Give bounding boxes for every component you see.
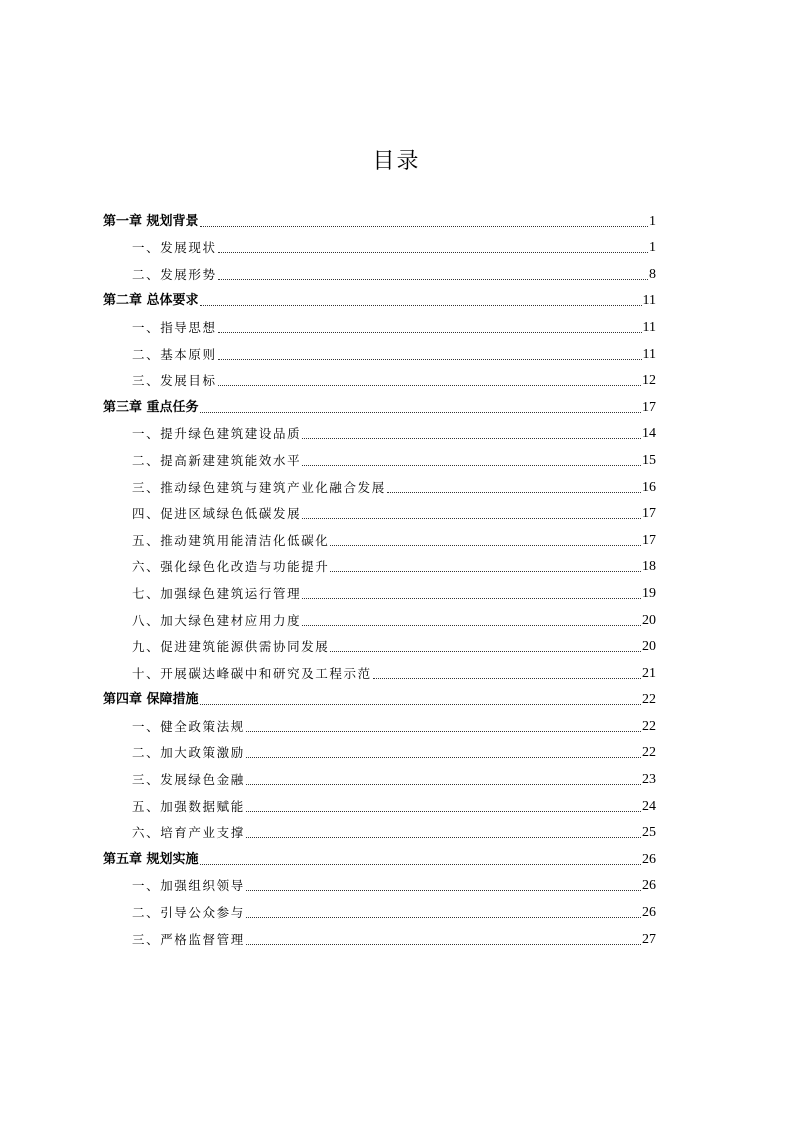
toc-entry-label: 三、发展绿色金融 (132, 772, 245, 788)
toc-section-entry[interactable] (103, 523, 656, 550)
toc-dot-leader (246, 756, 641, 758)
toc-page-number: 19 (642, 585, 656, 601)
toc-chapter-entry[interactable] (103, 842, 656, 869)
toc-entry-label: 三、严格监督管理 (132, 931, 245, 947)
toc-page-number: 23 (642, 772, 656, 788)
toc-dot-leader (330, 650, 641, 652)
toc-section-entry[interactable] (103, 895, 656, 922)
toc-entry-label: 二、加大政策激励 (132, 745, 245, 761)
toc-dot-leader (200, 304, 642, 306)
toc-entry-label: 十、开展碳达峰碳中和研究及工程示范 (132, 665, 372, 681)
toc-page-number: 21 (642, 665, 656, 681)
toc-section-entry[interactable] (103, 497, 656, 524)
toc-section-entry[interactable] (103, 789, 656, 816)
toc-page-number: 11 (642, 346, 656, 362)
toc-section-entry[interactable] (103, 257, 656, 284)
toc-entry-label: 四、促进区域绿色低碳发展 (132, 506, 302, 522)
toc-dot-leader (246, 783, 641, 785)
toc-section-entry[interactable] (103, 869, 656, 896)
toc-dot-leader (200, 863, 641, 865)
toc-dot-leader (218, 358, 642, 360)
toc-page-number: 26 (642, 878, 656, 894)
toc-page-number: 14 (642, 426, 656, 442)
toc-page-number: 26 (642, 851, 656, 867)
toc-page-number: 17 (642, 506, 656, 522)
toc-entry-label: 七、加强绿色建筑运行管理 (132, 585, 302, 601)
toc-section-entry[interactable] (103, 630, 656, 657)
toc-page-number: 26 (642, 905, 656, 921)
toc-page-number: 22 (642, 745, 656, 761)
toc-dot-leader (373, 677, 641, 679)
toc-dot-leader (218, 251, 648, 253)
toc-dot-leader (200, 703, 641, 705)
toc-dot-leader (302, 464, 641, 466)
toc-entry-label: 一、发展现状 (132, 240, 217, 256)
toc-page-number: 20 (642, 639, 656, 655)
toc-dot-leader (246, 943, 641, 945)
toc-dot-leader (246, 889, 641, 891)
toc-page-number: 17 (642, 532, 656, 548)
toc-section-entry[interactable] (103, 816, 656, 843)
toc-chapter-entry[interactable] (103, 683, 656, 710)
toc-section-entry[interactable] (103, 656, 656, 683)
toc-entry-label: 八、加大绿色建材应用力度 (132, 612, 302, 628)
toc-entry-label: 二、发展形势 (132, 266, 217, 282)
table-of-contents (103, 204, 656, 949)
toc-entry-label: 五、推动建筑用能清洁化低碳化 (132, 532, 330, 548)
toc-dot-leader (200, 411, 641, 413)
toc-section-entry[interactable] (103, 603, 656, 630)
toc-dot-leader (330, 544, 641, 546)
toc-section-entry[interactable] (103, 364, 656, 391)
toc-entry-label: 五、加强数据赋能 (132, 798, 245, 814)
toc-page-number: 11 (642, 293, 656, 309)
toc-entry-label: 六、培育产业支撑 (132, 825, 245, 841)
toc-dot-leader (200, 225, 648, 227)
toc-page-number: 8 (649, 266, 656, 282)
toc-dot-leader (302, 437, 641, 439)
toc-page-number: 27 (642, 931, 656, 947)
toc-page-number: 22 (642, 692, 656, 708)
toc-entry-label: 一、加强组织领导 (132, 878, 245, 894)
toc-page-number: 12 (642, 373, 656, 389)
toc-entry-label: 二、提高新建建筑能效水平 (132, 452, 302, 468)
toc-section-entry[interactable] (103, 470, 656, 497)
toc-page-number: 1 (649, 240, 656, 256)
toc-dot-leader (246, 730, 641, 732)
toc-section-entry[interactable] (103, 337, 656, 364)
toc-page-number: 24 (642, 798, 656, 814)
toc-entry-label: 一、提升绿色建筑建设品质 (132, 426, 302, 442)
toc-chapter-entry[interactable] (103, 390, 656, 417)
toc-entry-label: 三、推动绿色建筑与建筑产业化融合发展 (132, 479, 386, 495)
toc-entry-label: 第三章 重点任务 (103, 399, 199, 415)
toc-page-number: 17 (642, 399, 656, 415)
toc-section-entry[interactable] (103, 576, 656, 603)
toc-section-entry[interactable] (103, 417, 656, 444)
toc-section-entry[interactable] (103, 762, 656, 789)
toc-chapter-entry[interactable] (103, 284, 656, 311)
toc-page-number: 22 (642, 718, 656, 734)
toc-section-entry[interactable] (103, 736, 656, 763)
toc-entry-label: 九、促进建筑能源供需协同发展 (132, 639, 330, 655)
toc-entry-label: 六、强化绿色化改造与功能提升 (132, 559, 330, 575)
toc-dot-leader (246, 836, 641, 838)
toc-page-number: 1 (649, 213, 656, 229)
toc-section-entry[interactable] (103, 550, 656, 577)
toc-dot-leader (218, 384, 641, 386)
toc-dot-leader (302, 624, 641, 626)
toc-chapter-entry[interactable] (103, 204, 656, 231)
toc-page-number: 15 (642, 452, 656, 468)
toc-section-entry[interactable] (103, 310, 656, 337)
toc-dot-leader (246, 916, 641, 918)
toc-dot-leader (246, 810, 641, 812)
toc-dot-leader (302, 517, 641, 519)
toc-entry-label: 二、基本原则 (132, 346, 217, 362)
toc-entry-label: 第一章 规划背景 (103, 213, 199, 229)
toc-entry-label: 第五章 规划实施 (103, 851, 199, 867)
toc-section-entry[interactable] (103, 922, 656, 949)
page-title: 目录 (372, 149, 421, 174)
toc-page-number: 16 (642, 479, 656, 495)
toc-page-number: 20 (642, 612, 656, 628)
toc-section-entry[interactable] (103, 443, 656, 470)
toc-dot-leader (387, 491, 641, 493)
toc-page-number: 18 (642, 559, 656, 575)
toc-section-entry[interactable] (103, 231, 656, 258)
toc-dot-leader (302, 597, 641, 599)
toc-entry-label: 三、发展目标 (132, 373, 217, 389)
toc-entry-label: 一、健全政策法规 (132, 718, 245, 734)
toc-page-number: 11 (642, 319, 656, 335)
toc-dot-leader (330, 570, 641, 572)
toc-entry-label: 一、指导思想 (132, 319, 217, 335)
toc-dot-leader (218, 278, 648, 280)
toc-entry-label: 二、引导公众参与 (132, 905, 245, 921)
toc-dot-leader (218, 331, 642, 333)
toc-entry-label: 第四章 保障措施 (103, 692, 199, 708)
toc-section-entry[interactable] (103, 709, 656, 736)
toc-entry-label: 第二章 总体要求 (103, 293, 199, 309)
toc-page-number: 25 (642, 825, 656, 841)
